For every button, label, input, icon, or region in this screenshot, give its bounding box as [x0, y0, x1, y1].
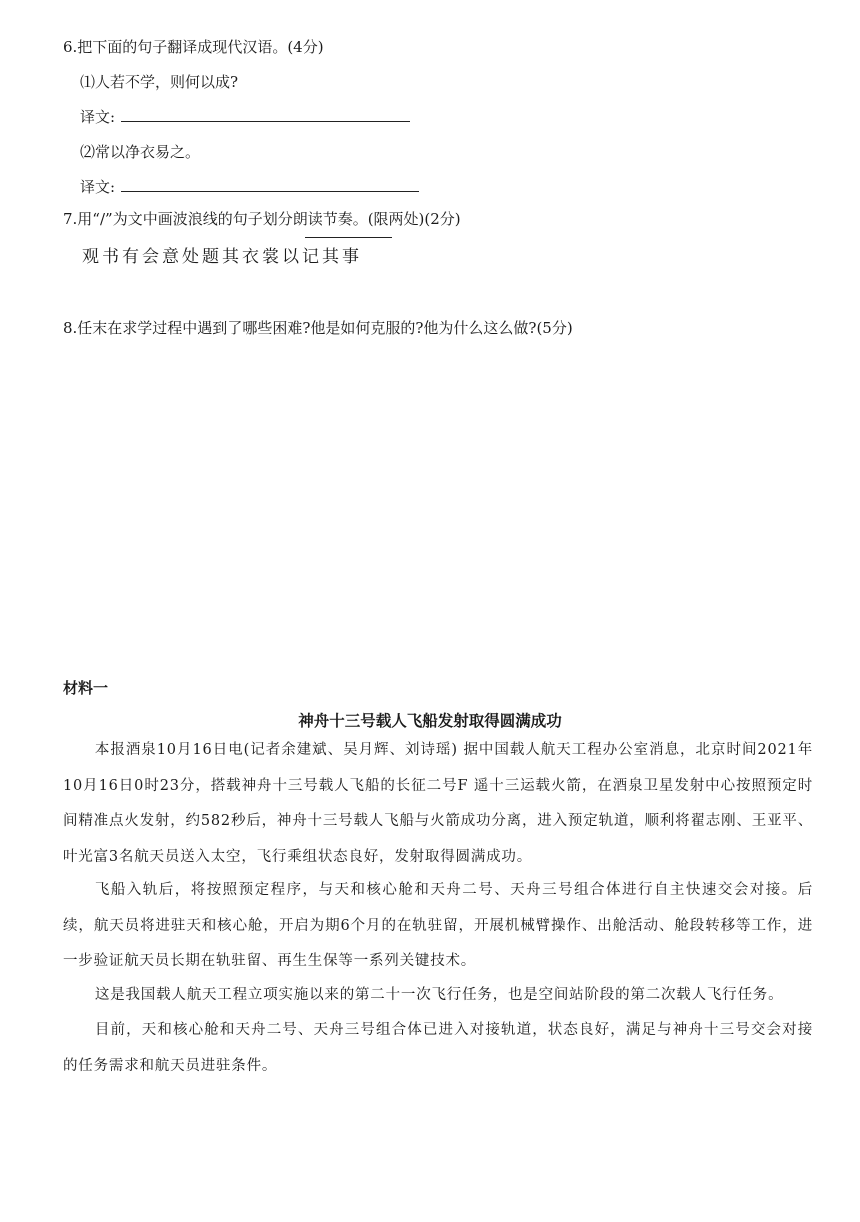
- wavy-underline-mark: [305, 237, 392, 238]
- question-7-prompt: 7.用“/”为文中画波浪线的句子划分朗读节奏。(限两处)(2分): [63, 210, 461, 228]
- material-heading: 材料一: [63, 679, 109, 697]
- question-6-item-1: ⑴人若不学，则何以成?: [80, 73, 239, 91]
- question-6-prompt: 6.把下面的句子翻译成现代汉语。(4分): [63, 38, 324, 56]
- answer-line-1[interactable]: [121, 121, 410, 122]
- question-6-item-1-label: 译文:: [80, 108, 116, 126]
- article-paragraph-3: 这是我国载人航天工程立项实施以来的第二十一次飞行任务，也是空间站阶段的第二次载人飞行任务。: [94, 987, 784, 1003]
- question-6-item-2: ⑵常以净衣易之。: [80, 143, 201, 161]
- answer-line-2[interactable]: [121, 191, 419, 192]
- article-paragraph-2: 飞船入轨后，将按照预定程序，与天和核心舱和天舟二号、天舟三号组合体进行自主快速交会对接。后续，航天员将进驻天和核心舱，开启为期6个月的在轨驻留，开展机械臂操作、出舱活动、舱段转移等工作，进一步验证航天员长期在轨驻留、再生生保等一系列关键技术。: [63, 882, 813, 969]
- article-paragraph-4: 目前，天和核心舱和天舟二号、天舟三号组合体已进入对接轨道，状态良好，满足与神舟十三号交会对接的任务需求和航天员进驻条件。: [63, 1022, 813, 1074]
- question-6-item-2-label: 译文:: [80, 178, 116, 196]
- question-7-sentence: 观书有会意处题其衣裳以记其事: [82, 247, 362, 267]
- article-title: 神舟十三号载人飞船发射取得圆满成功: [298, 712, 562, 730]
- question-8-prompt: 8.任末在求学过程中遇到了哪些困难?他是如何克服的?他为什么这么做?(5分): [63, 319, 573, 337]
- article-paragraph-1: 本报酒泉10月16日电(记者余建斌、吴月辉、刘诗瑶) 据中国载人航天工程办公室消息，北京时间2021年10月16日0时23分，搭载神舟十三号载人飞船的长征二号F 遥十三运载火箭，在酒泉卫星发射中心按照预定时间精准点火发射，约582秒后，神舟十三号载人飞船与火箭成功分离，进入预定轨道，顺利将翟志刚、王亚平、叶光富3名航天员送入太空，飞行乘组状态良好，发射取得圆满成功。: [63, 742, 813, 865]
